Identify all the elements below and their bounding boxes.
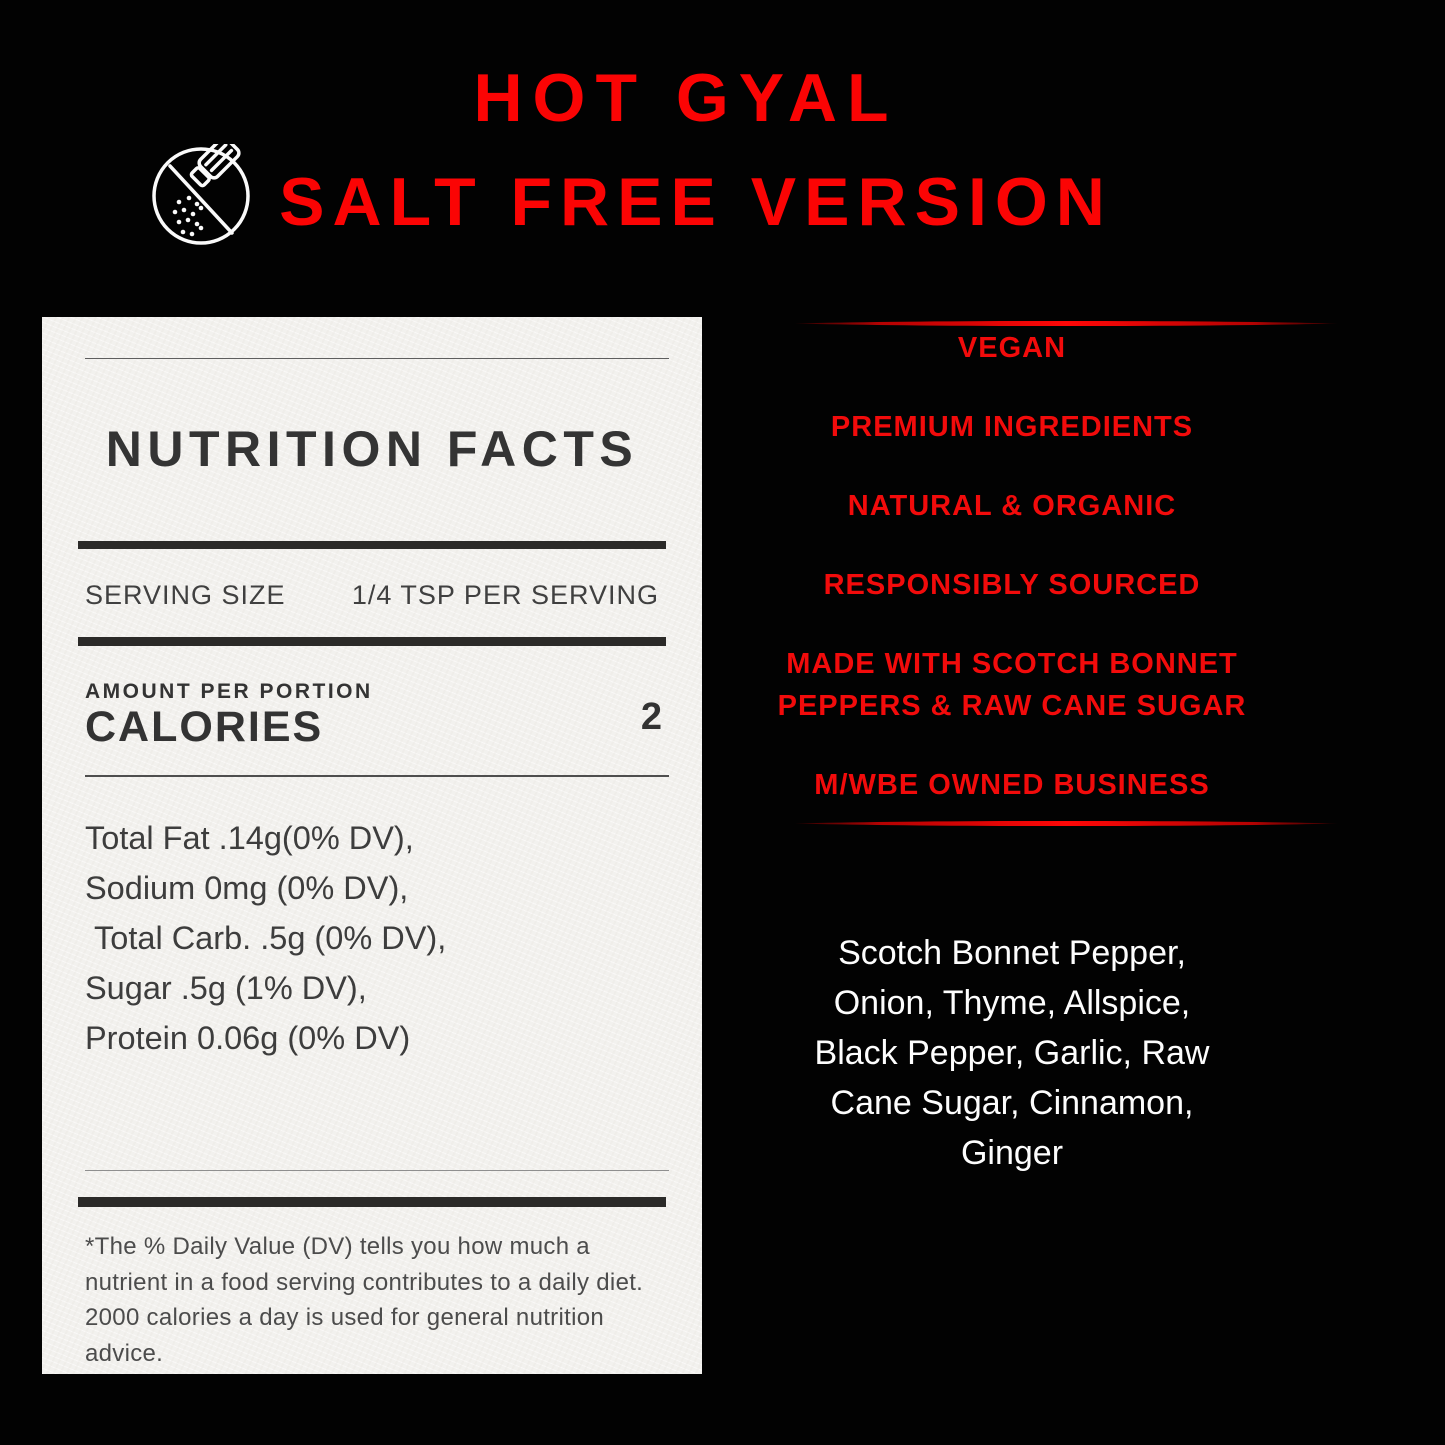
nutrient-protein: Protein 0.06g (0% DV) [85,1020,411,1056]
nutrient-total-carb: Total Carb. .5g (0% DV), [85,920,447,956]
thick-rule-middle [78,637,666,646]
calories-label: CALORIES [85,703,324,751]
feature-responsibly-sourced: RESPONSIBLY SOURCED [823,569,1201,601]
nutrient-sugar: Sugar .5g (1% DV), [85,970,367,1006]
calories-rule [85,775,669,777]
product-title: HOT GYAL [473,60,899,136]
feature-mwbe-owned: M/WBE OWNED BUSINESS [814,769,1210,801]
nutrition-facts-title: NUTRITION FACTS [105,421,639,477]
nutrition-facts-card [42,317,702,1374]
feature-list [762,327,1262,806]
serving-size-label: SERVING SIZE [85,580,286,610]
ingredients-text: Scotch Bonnet Pepper, Onion, Thyme, Allspice, Black Pepper, Garlic, Raw Cane Sugar, Cinnamon, Ginger [814,934,1210,1172]
feature-premium-ingredients: PREMIUM INGREDIENTS [830,411,1194,443]
serving-size-row [85,575,659,615]
card-top-rule [85,358,669,359]
calories-value: 2 [640,696,662,738]
red-divider-bottom [795,819,1338,828]
feature-scotch-bonnet-raw-cane-sugar: MADE WITH SCOTCH BONNET PEPPERS & RAW CANE SUGAR [777,648,1247,722]
product-subtitle: SALT FREE VERSION [279,164,1113,240]
nutrient-sodium: Sodium 0mg (0% DV), [85,870,409,906]
thick-rule-top [78,541,666,549]
serving-size-value: 1/4 TSP PER SERVING [351,580,659,610]
nutrient-total-fat: Total Fat .14g(0% DV), [85,820,414,856]
daily-value-footnote: *The % Daily Value (DV) tells you how much a nutrient in a food serving contributes to a daily diet. 2000 calories a day is used for general nutrition advice. [85,1233,644,1367]
amount-per-portion-label: AMOUNT PER PORTION [85,680,373,703]
nutrient-list [85,813,665,1063]
feature-natural-organic: NATURAL & ORGANIC [847,490,1177,522]
footnote-thin-rule [85,1170,669,1171]
thick-rule-bottom [78,1197,666,1207]
feature-vegan: VEGAN [957,332,1067,364]
